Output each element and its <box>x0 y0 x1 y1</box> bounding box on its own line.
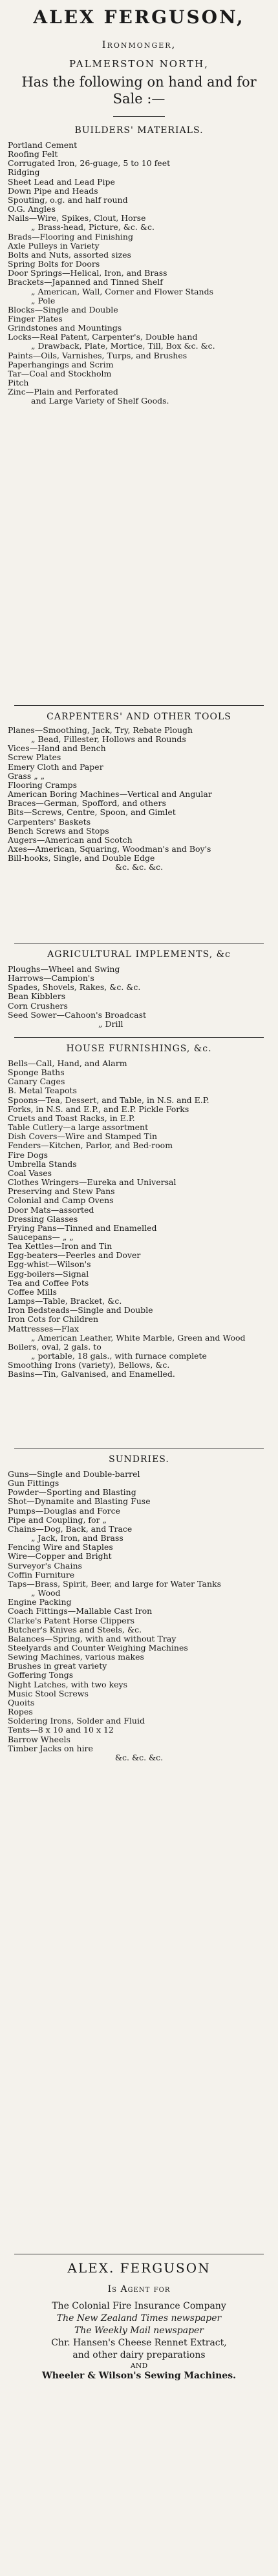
list-item: Tar—Coal and Stockholm <box>8 368 112 378</box>
list-item: Corrugated Iron, 26-guage, 5 to 10 feet <box>8 158 171 169</box>
list-item: Fencing Wire and Staples <box>8 1542 113 1552</box>
list-item: &c. &c. &c. <box>114 1752 164 1762</box>
section-sundries-list <box>0 1470 278 1762</box>
list-item: Balances—Spring, with and without Tray <box>8 1633 176 1643</box>
list-item: „ Drill <box>98 1018 123 1029</box>
list-item: Ridging <box>8 167 40 178</box>
list-item: Clothes Wringers—Eureka and Universal <box>8 1177 176 1188</box>
list-item: Brushes in great variety <box>8 1661 107 1671</box>
list-item: „ Drawback, Plate, Mortice, Till, Box &c. &c. <box>31 341 215 351</box>
list-item: Egg-whist—Wilson's <box>8 1259 91 1270</box>
list-item: Blocks—Single and Double <box>8 304 118 314</box>
section-house-list <box>0 1059 278 1379</box>
list-item: „ American, Wall, Corner and Flower Stands <box>31 286 213 296</box>
list-item: Seed Sower—Cahoon's Broadcast <box>8 1009 147 1020</box>
list-item: Smoothing Irons (variety), Bellows, &c. <box>8 1360 170 1370</box>
list-item: „ Jack, Iron, and Brass <box>31 1533 123 1543</box>
section-carpenters-list <box>0 726 278 872</box>
list-item: Pipe and Coupling, for „ <box>8 1514 107 1525</box>
list-item: Brads—Flooring and Finishing <box>8 231 133 242</box>
list-item: Mattresses—Flax <box>8 1323 79 1334</box>
list-item: Axle Pulleys in Variety <box>8 240 100 251</box>
list-item: „ Pole <box>31 295 56 305</box>
list-item: Tea Kettles—Iron and Tin <box>8 1241 112 1252</box>
list-item: Door Mats—assorted <box>8 1204 94 1215</box>
list-item: Bench Screws and Stops <box>8 825 109 836</box>
list-item: Egg-boilers—Signal <box>8 1268 89 1279</box>
list-item: Basins—Tin, Galvanised, and Enamelled. <box>8 1369 175 1379</box>
list-item: Ploughs—Wheel and Swing <box>8 964 120 974</box>
list-item: Spouting, o.g. and half round <box>8 194 128 205</box>
header-divider <box>113 116 165 117</box>
list-item: Soldering Irons, Solder and Fluid <box>8 1716 145 1726</box>
list-item: Coal Vases <box>8 1168 52 1178</box>
list-item: Planes—Smoothing, Jack, Try, Rebate Plough <box>8 725 193 735</box>
list-item: B. Metal Teapots <box>8 1086 77 1096</box>
list-item: Roofing Felt <box>8 149 58 160</box>
list-item: Barrow Wheels <box>8 1734 70 1744</box>
section-divider <box>14 1037 264 1038</box>
list-item: Night Latches, with two keys <box>8 1679 127 1689</box>
list-item: Pitch <box>8 378 29 388</box>
list-item: Axes—American, Squaring, Woodman's and Boy's <box>8 844 211 854</box>
footer-agent-for: Is Agent for <box>107 2284 171 2294</box>
list-item: Bill-hooks, Single, and Double Edge <box>8 853 155 863</box>
list-item: Wire—Copper and Bright <box>8 1551 112 1561</box>
header-place: PALMERSTON NORTH, <box>69 58 209 70</box>
list-item: Locks—Real Patent, Carpenter's, Double hand <box>8 332 198 342</box>
list-item: Screw Plates <box>8 752 61 763</box>
list-item: Preserving and Stew Pans <box>8 1186 115 1197</box>
list-item: Forks, in N.S. and E.P., and E.P. Pickle Forks <box>8 1104 189 1114</box>
list-item: Gun Fittings <box>8 1478 59 1489</box>
list-item: Boilers, oval, 2 gals. to <box>8 1341 102 1352</box>
list-item: Surveyor's Chains <box>8 1560 82 1571</box>
list-item: Dish Covers—Wire and Stamped Tin <box>8 1131 157 1142</box>
list-item: Colonial and Camp Ovens <box>8 1195 114 1206</box>
list-item: Spades, Shovels, Rakes, &c. &c. <box>8 982 141 993</box>
list-item: Iron Bedsteads—Single and Double <box>8 1305 153 1315</box>
list-item: Fire Dogs <box>8 1149 48 1160</box>
header-slogan: Has the following on hand and for Sale :— <box>21 74 257 107</box>
list-item: Spring Bolts for Doors <box>8 259 100 269</box>
section-title-carpenters: CARPENTERS' AND OTHER TOOLS <box>47 712 231 722</box>
list-item: Vices—Hand and Bench <box>8 743 106 754</box>
list-item: Sewing Machines, various makes <box>8 1652 144 1662</box>
footer-last-line: Wheeler & Wilson's Sewing Machines. <box>42 2371 236 2381</box>
list-item: Fenders—Kitchen, Parlor, and Bed-room <box>8 1140 173 1151</box>
list-item: Cruets and Toast Racks, in E.P. <box>8 1113 135 1123</box>
list-item: Portland Cement <box>8 140 78 150</box>
list-item: Harrows—Campion's <box>8 973 94 984</box>
footer-line: Chr. Hansen's Cheese Rennet Extract, <box>51 2338 227 2348</box>
list-item: Nails—Wire, Spikes, Clout, Horse <box>8 213 146 223</box>
list-item: Timber Jacks on hire <box>8 1743 93 1753</box>
list-item: Sheet Lead and Lead Pipe <box>8 176 115 187</box>
list-item: Corn Crushers <box>8 1000 68 1011</box>
list-item: Goffering Tongs <box>8 1670 74 1680</box>
list-item: Coffin Furniture <box>8 1569 75 1580</box>
section-builders-list <box>0 141 278 406</box>
section-title-builders: BUILDERS' MATERIALS. <box>74 125 204 136</box>
list-item: Bolts and Nuts, assorted sizes <box>8 249 131 260</box>
list-item: Spoons—Tea, Dessert, and Table, in N.S. and E.P. <box>8 1095 209 1105</box>
list-item: „ American Leather, White Marble, Green and Wood <box>31 1332 246 1343</box>
footer-line: and other dairy preparations <box>72 2350 206 2360</box>
list-item: Egg-beaters—Peerles and Dover <box>8 1250 141 1261</box>
list-item: Table Cutlery—a large assortment <box>8 1122 149 1133</box>
list-item: Taps—Brass, Spirit, Beer, and large for Water Tanks <box>8 1578 221 1589</box>
section-divider <box>14 705 264 706</box>
list-item: Bells—Call, Hand, and Alarm <box>8 1058 127 1068</box>
list-item: Emery Cloth and Paper <box>8 761 103 772</box>
list-item: Zinc—Plain and Perforated <box>8 387 118 397</box>
list-item: Iron Cots for Children <box>8 1314 99 1324</box>
list-item: Quoits <box>8 1697 35 1707</box>
list-item: Tea and Coffee Pots <box>8 1277 89 1288</box>
list-item: Paints—Oils, Varnishes, Turps, and Brushes <box>8 350 187 360</box>
footer-name: ALEX. FERGUSON <box>67 2260 211 2276</box>
list-item: O.G. Angles <box>8 204 56 214</box>
list-item: Coach Fittings—Mallable Cast Iron <box>8 1606 153 1616</box>
list-item: Lamps—Table, Bracket, &c. <box>8 1296 122 1306</box>
footer-line: The Colonial Fire Insurance Company <box>52 2301 226 2311</box>
list-item: American Boring Machines—Vertical and Angular <box>8 789 212 799</box>
list-item: Tents—8 x 10 and 10 x 12 <box>8 1725 114 1735</box>
list-item: Shot—Dynamite and Blasting Fuse <box>8 1496 151 1507</box>
section-agricultural-list <box>0 965 278 1029</box>
list-item: Umbrella Stands <box>8 1159 77 1169</box>
header-name: ALEX FERGUSON, <box>33 6 245 28</box>
list-item: Carpenters' Baskets <box>8 816 91 827</box>
list-item: Saucepans— „ „ <box>8 1231 74 1242</box>
list-item: Bean Kibblers <box>8 991 66 1002</box>
list-item: Engine Packing <box>8 1597 72 1607</box>
list-item: „ Brass-head, Picture, &c. &c. <box>31 222 155 232</box>
list-item: „ Bead, Fillester, Hollows and Rounds <box>31 734 186 745</box>
list-item: Sponge Baths <box>8 1067 65 1078</box>
list-item: Grass „ „ <box>8 770 45 781</box>
list-item: Bits—Screws, Centre, Spoon, and Gimlet <box>8 807 176 818</box>
list-item: Brackets—Japanned and Tinned Shelf <box>8 277 163 287</box>
header-trade: Ironmonger, <box>102 39 176 50</box>
list-item: Grindstones and Mountings <box>8 323 122 333</box>
list-item: Pumps—Douglas and Force <box>8 1505 121 1516</box>
list-item: „ portable, 18 gals., with furnace complete <box>31 1351 207 1361</box>
list-item: Dressing Glasses <box>8 1213 78 1224</box>
list-item: &c. &c. &c. <box>114 862 164 872</box>
list-item: Augers—American and Scotch <box>8 834 133 845</box>
list-item: Steelyards and Counter Weighing Machines <box>8 1642 188 1653</box>
list-item: „ Wood <box>31 1588 61 1598</box>
list-item: Music Stool Screws <box>8 1688 89 1698</box>
list-item: Powder—Sporting and Blasting <box>8 1487 136 1498</box>
footer-line: The Weekly Mail newspaper <box>74 2325 204 2336</box>
footer-agencies <box>0 2300 278 2382</box>
list-item: and Large Variety of Shelf Goods. <box>31 396 169 406</box>
list-item: Canary Cages <box>8 1077 65 1087</box>
list-item: Clarke's Patent Horse Clippers <box>8 1615 135 1625</box>
list-item: Finger Plates <box>8 313 63 324</box>
footer-and: AND <box>130 2362 148 2370</box>
list-item: Coffee Mills <box>8 1286 57 1297</box>
list-item: Ropes <box>8 1707 33 1717</box>
section-title-sundries: SUNDRIES. <box>109 1454 169 1465</box>
list-item: Braces—German, Spofford, and others <box>8 798 166 809</box>
list-item: Butcher's Knives and Steels, &c. <box>8 1624 142 1634</box>
list-item: Chains—Dog, Back, and Trace <box>8 1523 133 1534</box>
footer-line: The New Zealand Times newspaper <box>56 2313 222 2324</box>
list-item: Paperhangings and Scrim <box>8 359 114 369</box>
section-title-house: HOUSE FURNISHINGS, &c. <box>66 1044 212 1054</box>
list-item: Down Pipe and Heads <box>8 185 98 196</box>
list-item: Flooring Cramps <box>8 779 77 790</box>
list-item: Frying Pans—Tinned and Enamelled <box>8 1222 157 1233</box>
section-title-agricultural: AGRICULTURAL IMPLEMENTS, &c <box>47 949 231 960</box>
list-item: Door Springs—Helical, Iron, and Brass <box>8 268 167 278</box>
list-item: Guns—Single and Double-barrel <box>8 1469 140 1479</box>
